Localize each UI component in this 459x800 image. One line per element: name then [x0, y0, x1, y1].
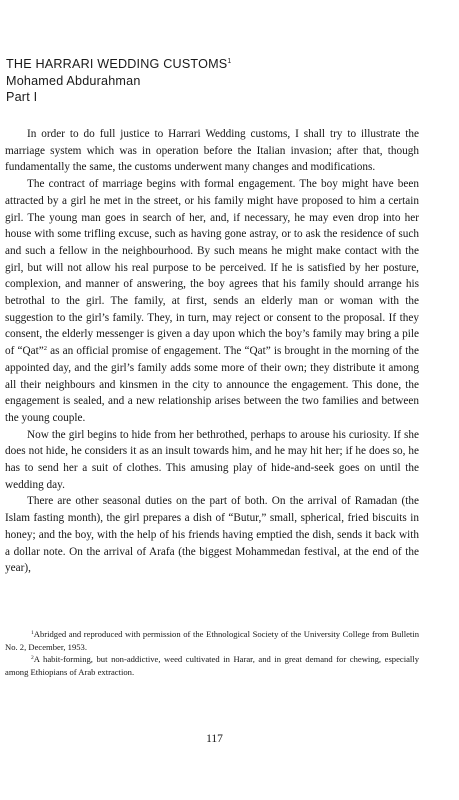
article-heading	[6, 54, 426, 106]
title-footnote-marker: 1	[227, 58, 232, 65]
footnotes	[5, 628, 419, 678]
article-title: THE HARRARI WEDDING CUSTOMS	[6, 57, 228, 71]
footnote-text: Abridged and reproduced with permission of the Ethnological Society of the University College from Bulletin No. 2, December, 1953.	[5, 629, 419, 652]
article-body	[5, 126, 419, 577]
article-title-line	[6, 54, 426, 73]
footnote-text: A habit-forming, but non-addictive, weed cultivated in Harar, and in great demand for chewing, especially among Ethiopians of Arab extraction.	[5, 654, 419, 677]
paragraph-intro: In order to do full justice to Harrari Wedding customs, I shall try to illustrate the marriage system which was in operation before the Italian invasion; after that, though fundamentally the same, the customs underwent many changes and modifications.	[5, 128, 419, 174]
part-label: Part I	[6, 90, 38, 104]
footnote-marker: 2	[31, 655, 34, 662]
footnote-item	[5, 628, 419, 653]
paragraph-hide-and-seek: Now the girl begins to hide from her bethrothed, perhaps to arouse his curiosity. If she does not hide, he considers it as an insult towards him, and he may hit her; if he does so, he has to send her a suit of clothes. This amusing play of hide-and-seek goes on until the wedding day.	[5, 428, 419, 491]
paragraph-engagement	[5, 176, 419, 427]
footnote-item	[5, 653, 419, 678]
paragraph-seasonal-duties: There are other seasonal duties on the part of both. On the arrival of Ramadan (the Islam fasting month), the girl prepares a dish of “Butur,” small, spherical, fried biscuits in honey; and the boy, with the help of his friends having emptied the dish, sends it back with a dollar note. On the arrival of Arafa (the biggest Mohammedan festival, at the end of the year),	[5, 495, 419, 575]
qat-footnote-marker: 2	[43, 345, 47, 353]
paragraph-engagement-text-continued: as an official promise of engagement. The “Qat” is brought in the morning of the appointed day, and the girl’s family adds some more of their own; they distribute it among all their neighbours and kinsmen in the city to announce the engagement. This done, the engagement is sealed, and a new relationship arises between the two families and between the young couple.	[5, 345, 419, 424]
page-number: 117	[206, 733, 223, 745]
paragraph-engagement-text: The contract of marriage begins with formal engagement. The boy might have been attracted by a girl he met in the street, or his family might have proposed to him a certain girl. The young man goes in search of her, and, if necessary, he may even drop into her house with some trifling excuse, such as having gone astray, or to ask the residence of such and such a fellow in the neighbourhood. By such means he might make contact with the girl, but will not allow his real purpose to be perceived. If he is satisfied by her posture, complexion, and manner of answering, the boy agrees that his family should arrange his betrothal to the girl. The family, at first, sends an elderly man or woman with the suggestion to the girl’s family. They, in turn, may reject or consent to the proposal. If they consent, the elderly messenger is given a day upon which the boy’s family may bring a pile of “Qat”	[5, 178, 419, 358]
author-name: Mohamed Abdurahman	[6, 73, 141, 88]
footnote-marker: 1	[31, 630, 34, 636]
